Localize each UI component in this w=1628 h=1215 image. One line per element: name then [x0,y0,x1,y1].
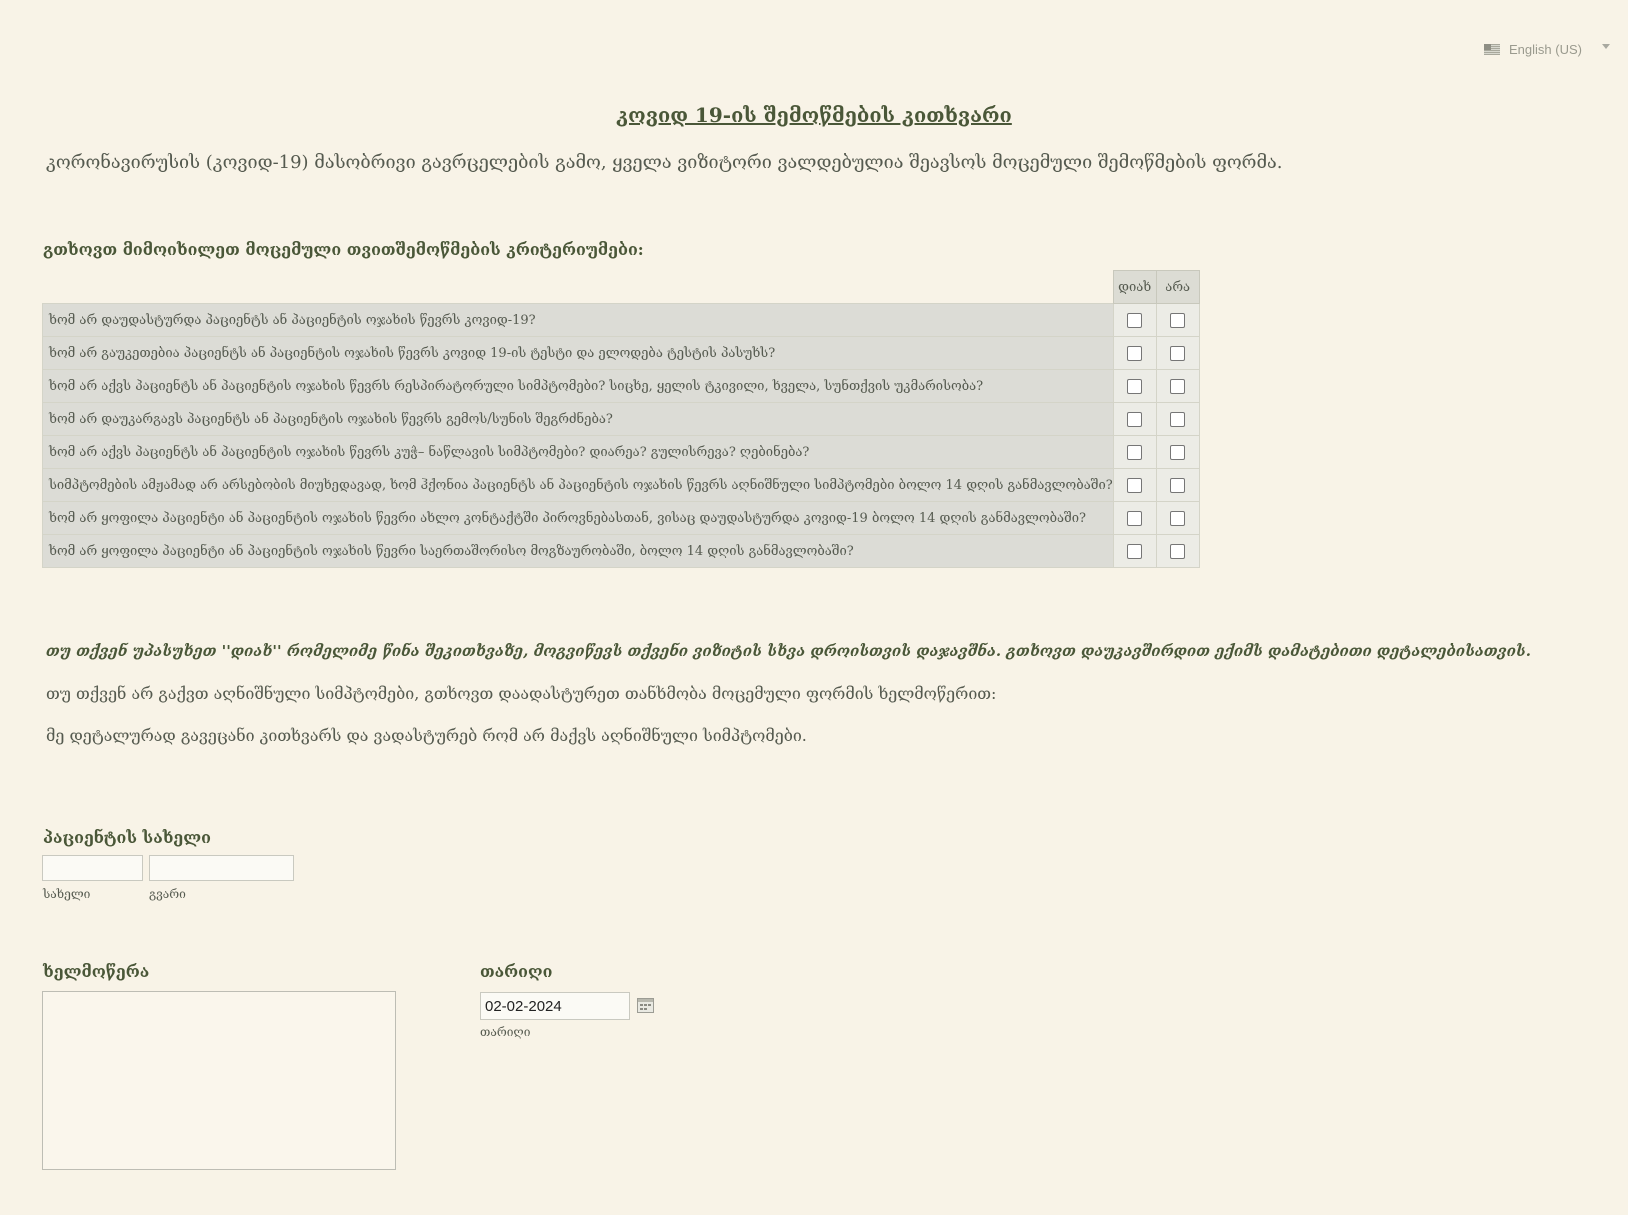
date-input[interactable] [480,992,630,1020]
yes-checkbox[interactable] [1127,313,1142,328]
yes-checkbox[interactable] [1127,346,1142,361]
last-name-sublabel: გვარი [149,887,186,901]
question-text: ხომ არ დაუკარგავს პაციენტს ან პაციენტის ოჯახის წევრს გემოს/სუნის შეგრძნება? [43,403,1114,436]
confirmation-instruction: თუ თქვენ არ გაქვთ აღნიშნული სიმპტომები, გთხოვთ დაადასტურეთ თანხმობა მოცემული ფორმის ხელმოწერით: [46,684,997,703]
last-name-input[interactable] [149,855,294,881]
question-text: ხომ არ ყოფილა პაციენტი ან პაციენტის ოჯახის წევრი ახლო კონტაქტში პიროვნებასთან, ვისაც დაუდასტურდა კოვიდ-19 ბოლო 14 დღის განმავლობაში? [43,502,1114,535]
calendar-icon[interactable] [637,998,654,1013]
yes-checkbox[interactable] [1127,544,1142,559]
patient-name-label: პაციენტის სახელი [43,828,211,847]
matrix-row [43,403,1200,436]
date-label: თარიღი [480,962,553,981]
column-header-no: არა [1156,271,1199,304]
matrix-row [43,502,1200,535]
matrix-row [43,337,1200,370]
first-name-input[interactable] [42,855,143,881]
form-title: კოვიდ 19-ის შემოწმების კითხვარი [616,103,1012,127]
no-checkbox[interactable] [1170,445,1185,460]
date-sublabel: თარიღი [480,1025,531,1039]
yes-checkbox[interactable] [1127,412,1142,427]
yes-checkbox[interactable] [1127,379,1142,394]
language-selector[interactable] [1484,39,1614,59]
question-text: ხომ არ გაუკეთებია პაციენტს ან პაციენტის ოჯახის წევრს კოვიდ 19-ის ტესტი და ელოდება ტესტის პასუხს? [43,337,1114,370]
confirmation-statement: მე დეტალურად გავეცანი კითხვარს და ვადასტურებ რომ არ მაქვს აღნიშნული სიმპტომები. [46,726,807,745]
signature-pad[interactable] [42,991,396,1170]
matrix-row [43,436,1200,469]
no-checkbox[interactable] [1170,379,1185,394]
us-flag-icon [1484,44,1500,55]
question-text: ხომ არ დაუდასტურდა პაციენტს ან პაციენტის ოჯახის წევრს კოვიდ-19? [43,304,1114,337]
no-checkbox[interactable] [1170,478,1185,493]
question-text: სიმპტომების ამჟამად არ არსებობის მიუხედავად, ხომ ჰქონია პაციენტს ან პაციენტის ოჯახის წევრს აღნიშნული სიმპტომები ბოლო 14 დღის განმავლობაში? [43,469,1114,502]
no-checkbox[interactable] [1170,346,1185,361]
matrix-row [43,370,1200,403]
yes-checkbox[interactable] [1127,445,1142,460]
warning-text: თუ თქვენ უპასუხეთ ''დიახ'' რომელიმე წინა შეკითხვაზე, მოგვიწევს თქვენი ვიზიტის სხვა დროისთვის დაჯავშნა. გთხოვთ დაუკავშირდით ექიმს დამატებითი დეტალებისათვის. [46,642,1531,660]
no-checkbox[interactable] [1170,313,1185,328]
criteria-heading: გთხოვთ მიმოიხილეთ მოცემული თვითშემოწმების კრიტერიუმები: [43,240,644,259]
no-checkbox[interactable] [1170,511,1185,526]
matrix-row [43,469,1200,502]
no-checkbox[interactable] [1170,412,1185,427]
question-text: ხომ არ ყოფილა პაციენტი ან პაციენტის ოჯახის წევრი საერთაშორისო მოგზაურობაში, ბოლო 14 დღის განმავლობაში? [43,535,1114,568]
language-label: English (US) [1509,41,1582,57]
chevron-down-icon [1602,44,1610,49]
form-intro: კორონავირუსის (კოვიდ-19) მასობრივი გავრცელების გამო, ყველა ვიზიტორი ვალდებულია შეავსოს მოცემული შემოწმების ფორმა. [46,152,1283,173]
column-header-yes: დიახ [1113,271,1156,304]
matrix-row [43,304,1200,337]
question-text: ხომ არ აქვს პაციენტს ან პაციენტის ოჯახის წევრს რესპირატორული სიმპტომები? სიცხე, ყელის ტკივილი, ხველა, სუნთქვის უკმარისობა? [43,370,1114,403]
matrix-row [43,535,1200,568]
yes-checkbox[interactable] [1127,511,1142,526]
signature-label: ხელმოწერა [43,962,150,981]
yes-checkbox[interactable] [1127,478,1142,493]
criteria-matrix [42,270,1200,568]
no-checkbox[interactable] [1170,544,1185,559]
first-name-sublabel: სახელი [43,887,91,901]
question-text: ხომ არ აქვს პაციენტს ან პაციენტის ოჯახის წევრს კუჭ– ნაწლავის სიმპტომები? დიარეა? გულისრევა? ღებინება? [43,436,1114,469]
